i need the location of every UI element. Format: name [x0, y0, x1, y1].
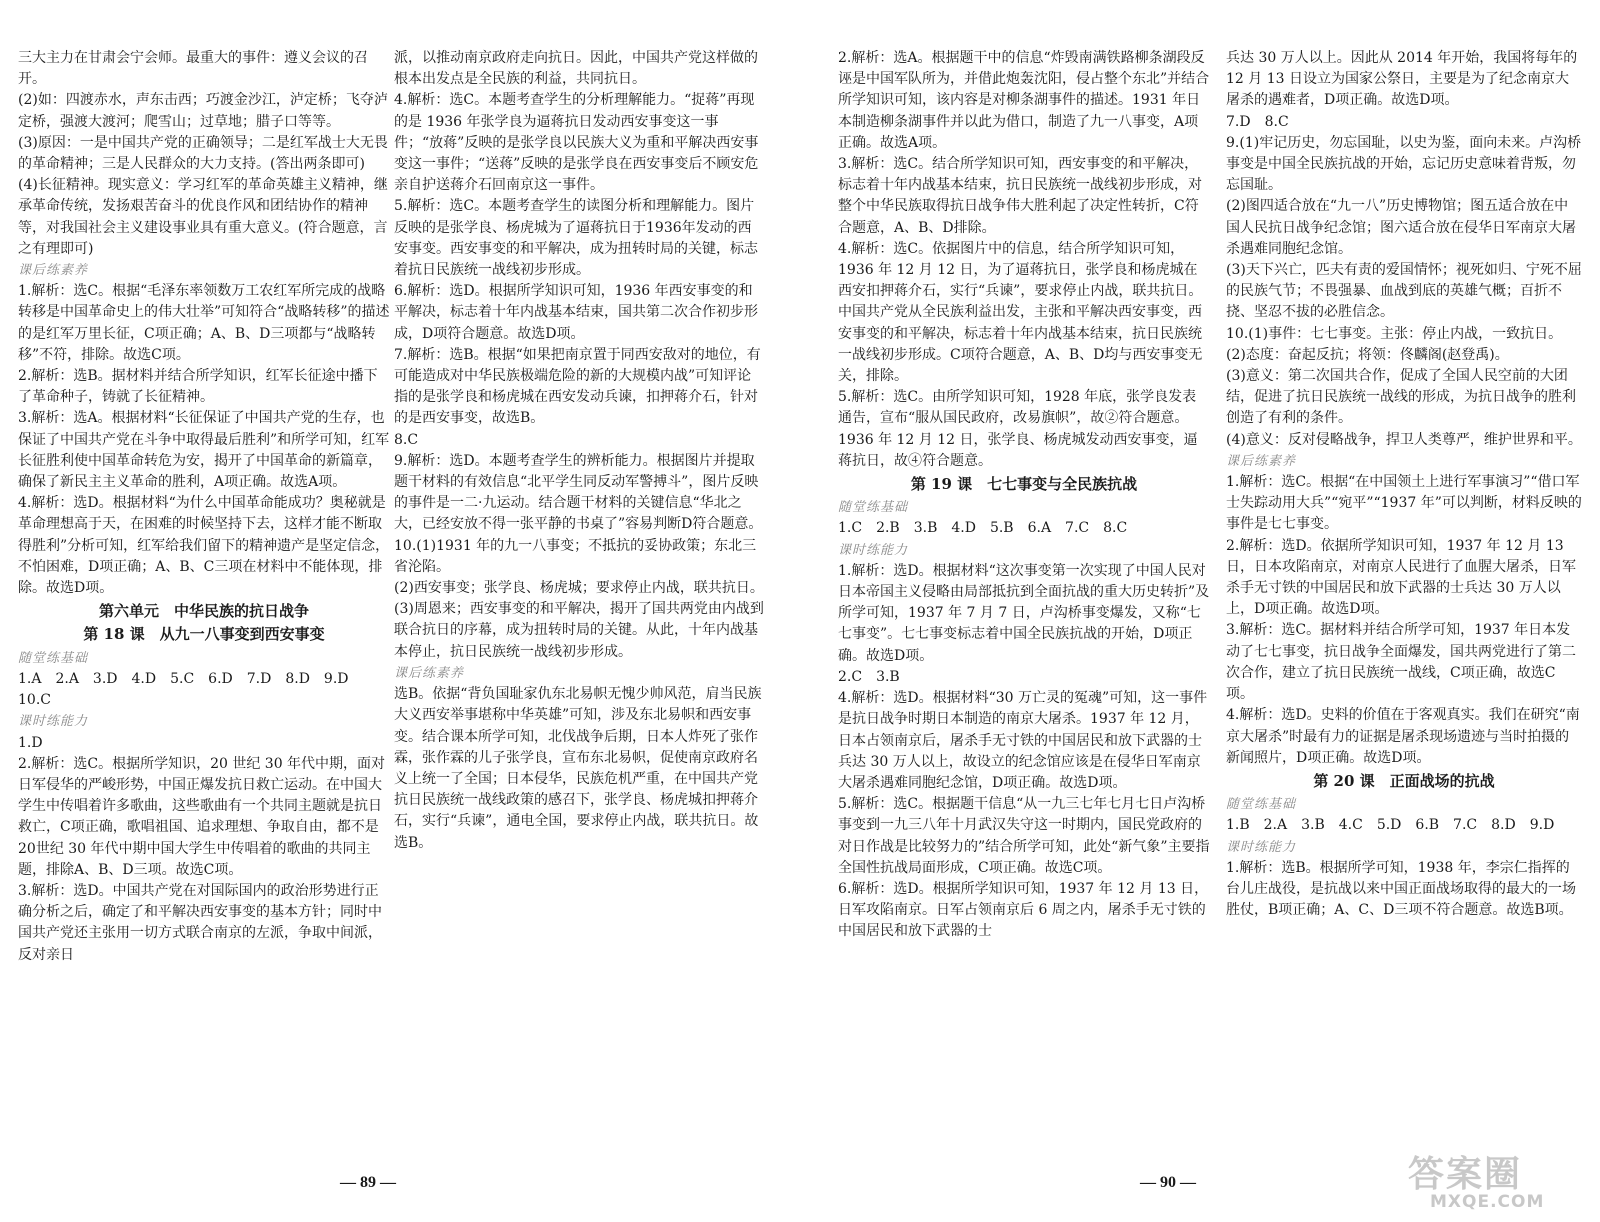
- answer-paragraph: (2)态度：奋起反抗；将领：佟麟阁(赵登禹)。: [1226, 346, 1509, 363]
- answer-paragraph: 派，以推动南京政府走向抗日。因此，中国共产党这样做的根本出发点是全民族的利益，共同抗日。: [394, 50, 758, 88]
- answer-paragraph: 4.解析：选D。根据材料“为什么中国革命能成功？奥秘就是革命理想高于天，在困难的时候坚持下去，这样才能不断取得胜利”分析可知，红军给我们留下的精神遗产是坚定信念，不怕困难，D项正确；A、B、C三项在材料中不能体现，排除。故选D项。: [18, 495, 390, 597]
- section-label: 随堂练基础: [838, 500, 909, 516]
- answer-paragraph: 3.解析：选C。结合所学知识可知，西安事变的和平解决，标志着十年内战基本结束，抗日民族统一战线初步形成，对整个中华民族取得抗日战争伟大胜利起了决定性转折，C符合题意，A、B、D排除。: [838, 156, 1202, 236]
- answer-paragraph: 1.解析：选B。根据所学可知，1938 年，李宗仁指挥的台儿庄战役，是抗战以来中国正面战场取得的最大的一场胜仗，B项正确；A、C、D三项不符合题意。故选B项。: [1226, 859, 1576, 919]
- answer-paragraph: 3.解析：选C。据材料并结合所学可知，1937 年日本发动了七七事变，抗日战争全面爆发，国共两党进行了第二次合作，建立了抗日民族统一战线，C项正确，故选C项。: [1226, 622, 1576, 703]
- answer-paragraph: (3)周恩来；西安事变的和平解决，揭开了国共两党由内战到联合抗日的序幕，成为扭转时局的关键。从此，十年内战基本停止，抗日民族统一战线初步形成。: [394, 601, 764, 660]
- answer-paragraph: 5.解析：选C。根据题干信息“从一九三七年七月七日卢沟桥事变到一九三八年十月武汉失守这一时期内，国民党政府的对日作战是比较努力的”结合所学可知，此处“新气象”主要指全国性抗战局面形成，C项正确。故选C项。: [838, 796, 1210, 876]
- answer-paragraph: 6.解析：选D。根据所学知识可知，1936 年西安事变的和平解决，标志着十年内战基本结束，国共第二次合作初步形成，D项符合题意。故选D项。: [394, 283, 758, 342]
- answer-paragraph: (2)图四适合放在“九一八”历史博物馆；图五适合放在中国人民抗日战争纪念馆；图六适合放在侵华日军南京大屠杀遇难同胞纪念馆。: [1226, 198, 1576, 257]
- section-label: 课后练素养: [18, 263, 89, 279]
- page-number-left: — 89 —: [340, 1174, 396, 1191]
- answer-paragraph: 4.解析：选D。史料的价值在于客观真实。我们在研究“南京大屠杀”时最有力的证据是屠杀现场遗迹与当时拍摄的新闻照片，D项正确。故选D项。: [1226, 707, 1580, 766]
- answer-paragraph: 2.解析：选C。根据所学知识，20 世纪 30 年代中期，面对日军侵华的严峻形势，中国正爆发抗日救亡运动。在中国大学生中传唱着许多歌曲，这些歌曲有一个共同主题就是抗日救亡，C项正确，歌唱祖国、追求理想、争取自由，都不是20世纪 30 年代中期中国大学生中传唱着的歌曲的共同主题，排除A、B、D三项。故选C项。: [18, 755, 386, 878]
- answer-paragraph: 4.解析：选C。依据图片中的信息，结合所学知识可知，1936 年 12 月 12 日，为了逼蒋抗日，张学良和杨虎城在西安扣押蒋介石，实行“兵谏”，要求停止内战，联共抗日。中国共产党从全民族利益出发，主张和平解决西安事变，西安事变的和平解决，标志着十年内战基本结束，抗日民族统一战线初步形成。C项符合题意，A、B、D均与西安事变无关，排除。: [838, 240, 1203, 385]
- answer-paragraph: (3)天下兴亡，匹夫有责的爱国情怀；视死如归、宁死不屈的民族气节；不畏强暴、血战到底的英雄气概；百折不挠、坚忍不拔的必胜信念。: [1226, 262, 1582, 321]
- answer-paragraph: (3)原因：一是中国共产党的正确领导；二是红军战士大无畏的革命精神；三是人民群众的大力支持。(答出两条即可): [18, 134, 388, 173]
- watermark-logo-text: 答案圈: [1408, 1154, 1523, 1195]
- answer-paragraph: 2.解析：选D。依据所学知识可知，1937 年 12 月 13 日，日本攻陷南京，对南京人民进行了血腥大屠杀，日军杀手无寸铁的中国居民和放下武器的士兵达 30 万人以上，D项正确。故选D项。: [1226, 537, 1576, 618]
- column-1: [18, 48, 390, 1158]
- answer-paragraph: 1.D: [18, 734, 43, 751]
- section-label: 随堂练基础: [18, 650, 89, 666]
- section-label: 随堂练基础: [1226, 797, 1297, 813]
- answer-paragraph: 9.解析：选D。本题考查学生的辨析能力。根据图片并提取题干材料的有效信息“北平学生同反动军警搏斗”，图片反映的事件是一二·九运动。结合题干材料的关键信息“华北之大，已经安放不得一张平静的书桌了”容易判断D符合题意。: [394, 452, 763, 533]
- answer-paragraph: 2.解析：选B。据材料并结合所学知识，红军长征途中播下了革命种子，铸就了长征精神。: [18, 368, 378, 406]
- answer-paragraph: 6.解析：选D。根据所学知识可知，1937 年 12 月 13 日，日军攻陷南京。日军占领南京后 6 周之内，屠杀手无寸铁的中国居民和放下武器的士: [838, 880, 1209, 940]
- answer-paragraph: 4.解析：选C。本题考查学生的分析理解能力。“捉蒋”再现的是 1936 年张学良为逼蒋抗日发动西安事变这一事件；“放蒋”反映的是张学良以民族大义为重和平解决西安事变这一事件；“送蒋”反映的是张学良在西安事变后不顾安危亲自护送蒋介石回南京这一事件。: [394, 92, 759, 194]
- answer-paragraph: 兵达 30 万人以上。因此从 2014 年开始，我国将每年的 12 月 13 日设立为国家公祭日，主要是为了纪念南京大屠杀的遇难者，D项正确。故选D项。: [1226, 50, 1578, 109]
- column-2: [394, 48, 764, 1158]
- lesson-heading: 第 19 课 七七事变与全民族抗战: [910, 475, 1138, 494]
- answer-paragraph: 1.B 2.A 3.B 4.C 5.D 6.B 7.C 8.D 9.D: [1226, 817, 1555, 834]
- column-3: [838, 48, 1210, 1158]
- answer-paragraph: 2.C 3.B: [838, 668, 900, 685]
- answer-paragraph: 4.解析：选D。根据材料“30 万亡灵的冤魂”可知，这一事件是抗日战争时期日本制造的南京大屠杀。1937 年 12 月，日本占领南京后，屠杀手无寸铁的中国居民和放下武器的士兵达 30 万人以上，故设立的纪念馆应该是在侵华日军南京大屠杀遇难同胞纪念馆，D项正确。故选D项。: [838, 690, 1208, 791]
- answer-paragraph: (2)西安事变；张学良、杨虎城；要求停止内战，联共抗日。: [394, 580, 764, 597]
- answer-paragraph: 三大主力在甘肃会宁会师。最重大的事件：遵义会议的召开。: [18, 50, 368, 88]
- answer-paragraph: 1.C 2.B 3.B 4.D 5.B 6.A 7.C 8.C: [838, 520, 1128, 537]
- answer-paragraph: 1.解析：选C。根据“毛泽东率领数万工农红军所完成的战略转移是中国革命史上的伟大壮举”可知符合“战略转移”的描述的是红军万里长征，C项正确；A、B、D三项都与“战略转移”不符，排除。故选C项。: [18, 283, 390, 363]
- lesson-heading: 第六单元 中华民族的抗日战争: [98, 602, 309, 621]
- answer-paragraph: 10.(1)事件：七七事变。主张：停止内战，一致抗日。: [1226, 325, 1563, 342]
- answer-paragraph: 1.解析：选C。根据“在中国领土上进行军事演习”“借口军士失踪动用大兵”“宛平”“1937 年”可以判断，材料反映的事件是七七事变。: [1226, 474, 1582, 533]
- lesson-heading: 第 20 课 正面战场的抗战: [1313, 771, 1495, 790]
- watermark-url: MXQE.COM: [1430, 1192, 1545, 1212]
- answer-paragraph: 2.解析：选A。根据题干中的信息“炸毁南满铁路柳条湖段反诬是中国军队所为，并借此炮轰沈阳，侵占整个东北”并结合所学知识可知，该内容是对柳条湖事件的描述。1931 年日本制造柳条湖事件并以此为借口，制造了九一八事变，A项正确。故选A项。: [838, 50, 1210, 151]
- column-4: [1226, 48, 1582, 1158]
- answer-paragraph: 7.解析：选B。根据“如果把南京置于同西安敌对的地位，有可能造成对中华民族极端危险的新的大规模内战”可知评论指的是张学良和杨虎城在西安发动兵谏，扣押蒋介石，针对的是西安事变，故选B。: [394, 346, 761, 427]
- answer-paragraph: 10.(1)1931 年的九一八事变；不抵抗的妥协政策；东北三省沦陷。: [394, 537, 757, 575]
- answer-paragraph: (2)如：四渡赤水，声东击西；巧渡金沙江，泸定桥；飞夺泸定桥，强渡大渡河；爬雪山；过草地；腊子口等等。: [18, 92, 388, 130]
- answer-paragraph: (4)长征精神。现实意义：学习红军的革命英雄主义精神，继承革命传统，发扬艰苦奋斗的优良作风和团结协作的精神等，对我国社会主义建设事业具有重大意义。(符合题意，言之有理即可): [18, 177, 388, 257]
- answer-paragraph: 8.C: [394, 431, 419, 448]
- watermark-logo: [1408, 1142, 1594, 1214]
- answer-paragraph: 9.(1)牢记历史，勿忘国耻，以史为鉴，面向未来。卢沟桥事变是中国全民族抗战的开始，忘记历史意味着背叛，勿忘国耻。: [1226, 134, 1582, 194]
- section-label: 课后练素养: [1226, 453, 1297, 469]
- answer-paragraph: 7.D 8.C: [1226, 113, 1289, 130]
- answer-paragraph: 5.解析：选C。由所学知识可知，1928 年底，张学良发表通告，宣布“服从国民政府，改易旗帜”，故②符合题意。1936 年 12 月 12 日，张学良、杨虎城发动西安事变，逼蒋抗日，故④符合题意。: [838, 389, 1198, 469]
- section-label: 课时练能力: [18, 714, 89, 730]
- answer-paragraph: 3.解析：选D。中国共产党在对国际国内的政治形势进行正确分析之后，确定了和平解决西安事变的基本方针；同时中国共产党还主张用一切方式联合南京的左派，争取中间派，反对亲日: [18, 882, 382, 963]
- answer-paragraph: 5.解析：选C。本题考查学生的读图分析和理解能力。图片反映的是张学良、杨虎城为了逼蒋抗日于1936年发动的西安事变。西安事变的和平解决，成为扭转时局的关键，标志着抗日民族统一战线初步形成。: [394, 198, 758, 279]
- answer-paragraph: (4)意义：反对侵略战争，捍卫人类尊严，维护世界和平。: [1226, 431, 1582, 448]
- answer-paragraph: (3)意义：第二次国共合作，促成了全国人民空前的大团结，促进了抗日民族统一战线的形成，为抗日战争的胜利创造了有利的条件。: [1226, 368, 1576, 427]
- lesson-heading: 第 18 课 从九一八事变到西安事变: [83, 625, 325, 644]
- section-label: 课时练能力: [838, 542, 909, 558]
- answer-paragraph: 1.解析：选D。根据材料“这次事变第一次实现了中国人民对日本帝国主义侵略由局部抵抗到全面抗战的重大历史转折”及所学可知，1937 年 7 月 7 日，卢沟桥事变爆发，又称“七七事变”。七七事变标志着中国全民族抗战的开始，D项正确。故选D项。: [838, 562, 1210, 664]
- page-number-right: — 90 —: [1140, 1174, 1196, 1191]
- answer-paragraph: 1.A 2.A 3.D 4.D 5.C 6.D 7.D 8.D 9.D 10.C: [18, 670, 363, 709]
- answer-paragraph: 3.解析：选A。根据材料“长征保证了中国共产党的生存，也保证了中国共产党在斗争中取得最后胜利”和所学可知，红军长征胜利使中国革命转危为安，揭开了中国革命的新篇章，确保了新民主主义革命的胜利，A项正确。故选A项。: [18, 410, 390, 491]
- section-label: 课后练素养: [394, 665, 465, 681]
- answer-paragraph: 选B。依据“背负国耻家仇东北易帜无愧少帅风范，肩当民族大义西安举事堪称中华英雄”可知，涉及东北易帜和西安事变。结合课本所学可知，北伐战争后期，日本人炸死了张作霖，张作霖的儿子张学良，宣布东北易帜，促使南京政府名义上统一了全国；日本侵华，民族危机严重，在中国共产党抗日民族统一战线政策的感召下，张学良、杨虎城扣押蒋介石，实行“兵谏”，通电全国，要求停止内战，联共抗日。故选B。: [394, 686, 762, 851]
- section-label: 课时练能力: [1226, 839, 1297, 855]
